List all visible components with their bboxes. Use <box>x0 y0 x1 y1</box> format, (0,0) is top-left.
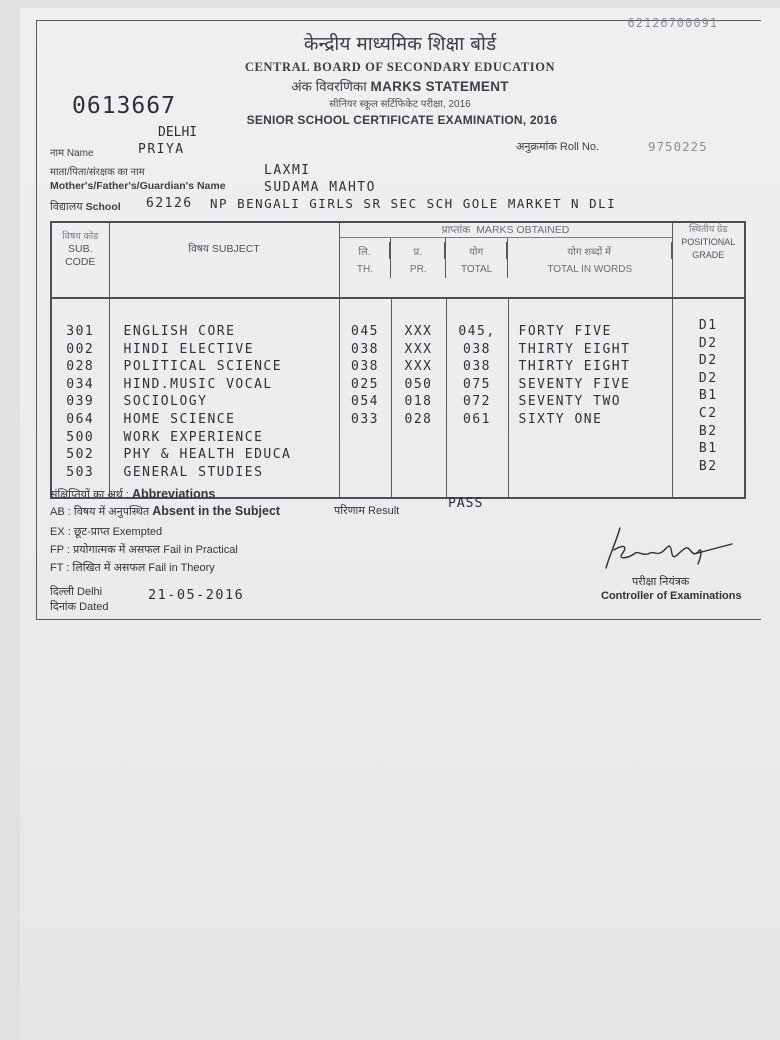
issue-date: 21-05-2016 <box>148 587 245 603</box>
total-in-words: THIRTY EIGHT <box>518 359 631 375</box>
subject-name: PHY & HEALTH EDUCA <box>123 447 292 463</box>
total-marks <box>447 446 508 464</box>
date-label: दिनांक Dated <box>50 601 109 613</box>
theory-marks: 045 <box>351 324 379 339</box>
positional-grade: D1 <box>698 318 718 333</box>
theory-marks: 054 <box>351 394 379 410</box>
practical-marks: 050 <box>404 376 433 392</box>
total-marks <box>447 429 508 447</box>
abbr-fp: FP : प्रयोगात्मक में असफल Fail in Practical <box>50 544 238 556</box>
total-marks: 072 <box>463 394 491 410</box>
total-marks: 061 <box>463 411 491 427</box>
subject-code: 500 <box>66 429 95 445</box>
theory-marks <box>340 464 391 482</box>
total-in-words <box>509 429 672 447</box>
positional-grade: B2 <box>698 458 718 474</box>
header-th: लि. TH. <box>340 238 392 278</box>
subject-code: 002 <box>66 341 95 357</box>
practical-marks: XXX <box>404 359 433 375</box>
theory-marks-column <box>340 299 391 481</box>
total-in-words: SIXTY ONE <box>518 411 603 427</box>
subject-name: SOCIOLOGY <box>123 394 208 410</box>
total-in-words <box>509 464 672 482</box>
board-name-english: CENTRAL BOARD OF SECONDARY EDUCATION <box>244 60 556 74</box>
positional-grade: D2 <box>698 370 718 386</box>
theory-marks: 025 <box>351 376 379 392</box>
positional-grade: C2 <box>698 405 718 421</box>
controller-signature <box>598 524 738 574</box>
statement-title-hindi: अंक विवरणिका <box>291 79 367 94</box>
statement-title <box>230 77 570 95</box>
roll-number: 9750225 <box>648 139 708 154</box>
abbreviations-heading: संक्षिप्तियों का अर्थ : Abbreviations <box>50 487 216 501</box>
serial-number: 62126700091 <box>627 16 718 30</box>
statement-title-english: MARKS STATEMENT <box>370 79 509 94</box>
controller-title-english: Controller of Examinations <box>601 590 742 602</box>
total-in-words: FORTY FIVE <box>518 324 612 339</box>
theory-marks <box>340 446 391 464</box>
practical-marks <box>392 446 446 464</box>
father-name: SUDAMA MAHTO <box>264 180 376 195</box>
practical-marks <box>392 429 446 447</box>
header-sub-code: विषय कोड SUB. CODE <box>51 222 109 298</box>
positional-grade: D2 <box>698 335 718 351</box>
mother-name: LAXMI <box>264 163 311 178</box>
header-subject: विषय SUBJECT <box>109 222 339 298</box>
subject-names-column <box>110 299 339 481</box>
exam-name-hindi: सीनियर स्कूल सर्टिफिकेट परीक्षा, 2016 <box>329 99 471 110</box>
subject-code: 503 <box>66 464 95 480</box>
abbr-ft: FT : लिखित में असफल Fail in Theory <box>50 562 215 574</box>
subject-code: 064 <box>66 411 95 427</box>
total-in-words: THIRTY EIGHT <box>518 341 631 357</box>
subject-code: 034 <box>66 376 95 392</box>
subject-name: HINDI ELECTIVE <box>123 341 255 357</box>
total-marks: 075 <box>463 376 491 392</box>
student-name: PRIYA <box>138 142 185 157</box>
document-number: 0613667 <box>72 93 176 119</box>
subject-code: 028 <box>66 359 95 375</box>
grade-column <box>673 299 745 475</box>
theory-marks: 038 <box>351 359 379 375</box>
positional-grade: B2 <box>698 423 718 439</box>
practical-marks: XXX <box>404 341 433 357</box>
total-in-words-column <box>509 299 672 481</box>
total-marks: 038 <box>463 341 491 357</box>
place-label: दिल्ली Delhi <box>50 586 103 598</box>
total-marks <box>447 464 508 482</box>
subject-name: POLITICAL SCIENCE <box>123 359 283 375</box>
positional-grade: B1 <box>698 441 718 457</box>
subject-code: 301 <box>66 324 95 339</box>
total-in-words: SEVENTY TWO <box>518 394 622 410</box>
total-marks-column <box>447 299 508 481</box>
total-in-words: SEVENTY FIVE <box>518 376 631 392</box>
theory-marks <box>340 429 391 447</box>
total-in-words <box>509 446 672 464</box>
subject-name: GENERAL STUDIES <box>123 464 264 480</box>
name-label: नाम Name <box>50 148 94 159</box>
subject-name: ENGLISH CORE <box>123 324 236 339</box>
header-total-in-words: योग शब्दों में TOTAL IN WORDS <box>508 238 672 278</box>
header-marks-obtained: प्राप्तांक MARKS OBTAINED लि. TH. प्र. PR. योग TOTAL योग शब्दों में TOTAL IN WORDS <box>339 222 672 298</box>
practical-marks: XXX <box>404 324 433 339</box>
practical-marks: 018 <box>404 394 433 410</box>
school-name: NP BENGALI GIRLS SR SEC SCH GOLE MARKET N DLI <box>210 196 617 211</box>
exam-name-english: SENIOR SCHOOL CERTIFICATE EXAMINATION, 2016 <box>246 113 558 127</box>
total-marks: 038 <box>463 359 491 375</box>
region: DELHI <box>158 125 198 140</box>
header-total: योग TOTAL <box>446 238 508 278</box>
practical-marks: 028 <box>404 411 433 427</box>
result-value: PASS <box>448 496 484 511</box>
header-positional-grade: स्थितीय ग्रेड POSITIONAL GRADE <box>672 222 745 298</box>
subject-name: WORK EXPERIENCE <box>123 429 264 445</box>
subject-code: 502 <box>66 447 95 463</box>
board-name-hindi: केन्द्रीय माध्यमिक शिक्षा बोर्ड <box>303 33 497 55</box>
total-marks: 045, <box>458 324 496 339</box>
abbr-ab: AB : विषय में अनुपस्थित Absent in the Subject <box>50 504 281 518</box>
subject-code: 039 <box>66 394 95 410</box>
header-pr: प्र. PR. <box>391 238 446 278</box>
parent-label-english: Mother's/Father's/Guardian's Name <box>50 180 226 192</box>
roll-no-label: अनुक्रमांक Roll No. <box>516 141 600 153</box>
school-code: 62126 <box>146 196 193 211</box>
subject-name: HIND.MUSIC VOCAL <box>123 376 273 392</box>
practical-marks <box>392 464 446 482</box>
controller-title-hindi: परीक्षा नियंत्रक <box>632 576 690 588</box>
result-label: परिणाम Result <box>334 505 400 517</box>
parent-label-hindi: माता/पिता/संरक्षक का नाम <box>50 167 145 178</box>
positional-grade: D2 <box>698 353 718 369</box>
subject-codes-column <box>52 299 109 481</box>
abbr-ex: EX : छूट-प्राप्त Exempted <box>50 526 163 538</box>
subject-name: HOME SCIENCE <box>123 411 236 427</box>
theory-marks: 038 <box>351 341 379 357</box>
theory-marks: 033 <box>351 411 379 427</box>
school-label: विद्यालय School <box>50 201 121 213</box>
marks-table <box>50 221 746 499</box>
practical-marks-column <box>392 299 446 481</box>
positional-grade: B1 <box>698 388 718 404</box>
